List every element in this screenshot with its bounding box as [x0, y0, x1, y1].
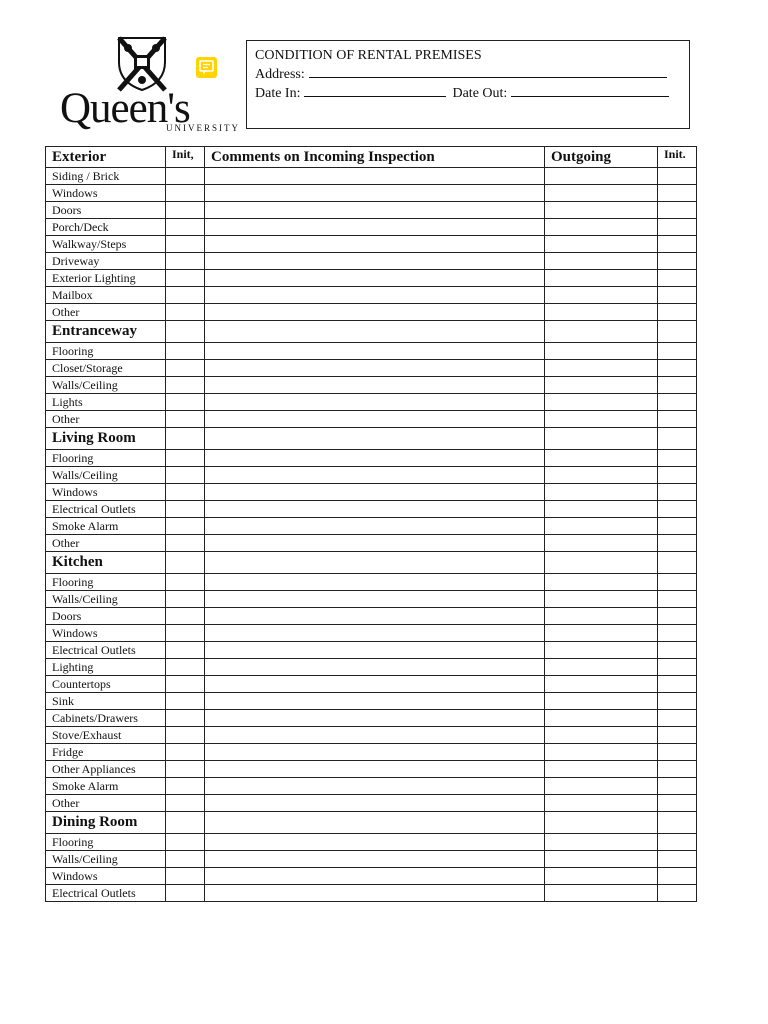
- row-label: Walls/Ceiling: [46, 377, 166, 394]
- outgoing-cell[interactable]: [545, 625, 658, 642]
- incoming-init-cell[interactable]: [166, 659, 205, 676]
- incoming-comments-cell[interactable]: [205, 608, 545, 625]
- outgoing-init-cell[interactable]: [658, 343, 697, 360]
- outgoing-init-cell[interactable]: [658, 761, 697, 778]
- incoming-init-cell[interactable]: [166, 727, 205, 744]
- incoming-comments-cell[interactable]: [205, 467, 545, 484]
- date-in-field[interactable]: [304, 84, 446, 97]
- incoming-comments-cell[interactable]: [205, 304, 545, 321]
- row-label: Doors: [46, 608, 166, 625]
- incoming-init-cell[interactable]: [166, 467, 205, 484]
- outgoing-cell[interactable]: [545, 834, 658, 851]
- incoming-init-cell[interactable]: [166, 676, 205, 693]
- outgoing-cell[interactable]: [545, 377, 658, 394]
- table-row: [46, 394, 697, 411]
- row-label: Windows: [46, 625, 166, 642]
- incoming-init-cell[interactable]: [166, 608, 205, 625]
- outgoing-cell[interactable]: [545, 795, 658, 812]
- table-row: [46, 360, 697, 377]
- incoming-comments-cell[interactable]: [205, 868, 545, 885]
- incoming-init-cell[interactable]: [166, 377, 205, 394]
- outgoing-cell[interactable]: [545, 885, 658, 902]
- incoming-comments-cell[interactable]: [205, 287, 545, 304]
- row-label: Lights: [46, 394, 166, 411]
- row-label: Electrical Outlets: [46, 642, 166, 659]
- column-header-outgoing-init: Init.: [658, 147, 697, 168]
- outgoing-init-cell[interactable]: [658, 253, 697, 270]
- outgoing-cell[interactable]: [545, 304, 658, 321]
- row-label: Entranceway: [46, 321, 166, 343]
- outgoing-init-cell[interactable]: [658, 411, 697, 428]
- incoming-init-cell[interactable]: [166, 343, 205, 360]
- table-row: [46, 868, 697, 885]
- incoming-comments-cell[interactable]: [205, 185, 545, 202]
- row-label: Other Appliances: [46, 761, 166, 778]
- incoming-comments-cell[interactable]: [205, 518, 545, 535]
- table-row: [46, 727, 697, 744]
- outgoing-cell[interactable]: [545, 591, 658, 608]
- table-row: [46, 591, 697, 608]
- date-out-field[interactable]: [511, 84, 669, 97]
- outgoing-init-cell[interactable]: [658, 676, 697, 693]
- incoming-comments-cell[interactable]: [205, 710, 545, 727]
- table-body: [46, 168, 697, 902]
- table-row: [46, 744, 697, 761]
- incoming-comments-cell[interactable]: [205, 778, 545, 795]
- address-field[interactable]: [309, 65, 667, 78]
- comment-icon[interactable]: [196, 57, 217, 78]
- incoming-init-cell[interactable]: [166, 484, 205, 501]
- address-label: Address:: [255, 67, 305, 82]
- logo-subtitle: UNIVERSITY: [166, 123, 240, 133]
- incoming-comments-cell[interactable]: [205, 885, 545, 902]
- outgoing-init-cell[interactable]: [658, 219, 697, 236]
- incoming-init-cell[interactable]: [166, 625, 205, 642]
- incoming-init-cell[interactable]: [166, 642, 205, 659]
- incoming-init-cell[interactable]: [166, 795, 205, 812]
- section-row: [46, 812, 697, 834]
- date-out-label: Date Out:: [452, 86, 508, 101]
- incoming-comments-cell[interactable]: [205, 202, 545, 219]
- row-label: Windows: [46, 868, 166, 885]
- table-row: [46, 608, 697, 625]
- row-label: Mailbox: [46, 287, 166, 304]
- inspection-table: [45, 146, 697, 902]
- incoming-init-cell[interactable]: [166, 253, 205, 270]
- incoming-comments-cell[interactable]: [205, 219, 545, 236]
- outgoing-init-cell[interactable]: [658, 321, 697, 343]
- table-row: [46, 625, 697, 642]
- row-label: Driveway: [46, 253, 166, 270]
- incoming-comments-cell[interactable]: [205, 236, 545, 253]
- outgoing-cell[interactable]: [545, 744, 658, 761]
- row-label: Electrical Outlets: [46, 885, 166, 902]
- table-row: [46, 642, 697, 659]
- queens-university-logo: [60, 36, 240, 136]
- section-row: [46, 321, 697, 343]
- table-row: [46, 851, 697, 868]
- table-row: [46, 761, 697, 778]
- incoming-init-cell[interactable]: [166, 761, 205, 778]
- incoming-init-cell[interactable]: [166, 812, 205, 834]
- incoming-comments-cell[interactable]: [205, 343, 545, 360]
- table-row: [46, 710, 697, 727]
- incoming-comments-cell[interactable]: [205, 591, 545, 608]
- row-label: Flooring: [46, 574, 166, 591]
- outgoing-init-cell[interactable]: [658, 727, 697, 744]
- outgoing-init-cell[interactable]: [658, 535, 697, 552]
- incoming-init-cell[interactable]: [166, 360, 205, 377]
- table-row: [46, 778, 697, 795]
- row-label: Countertops: [46, 676, 166, 693]
- outgoing-init-cell[interactable]: [658, 608, 697, 625]
- incoming-comments-cell[interactable]: [205, 253, 545, 270]
- incoming-init-cell[interactable]: [166, 202, 205, 219]
- row-label: Doors: [46, 202, 166, 219]
- incoming-init-cell[interactable]: [166, 851, 205, 868]
- outgoing-init-cell[interactable]: [658, 501, 697, 518]
- outgoing-init-cell[interactable]: [658, 868, 697, 885]
- outgoing-cell[interactable]: [545, 360, 658, 377]
- outgoing-cell[interactable]: [545, 710, 658, 727]
- outgoing-init-cell[interactable]: [658, 467, 697, 484]
- row-label: Closet/Storage: [46, 360, 166, 377]
- outgoing-cell[interactable]: [545, 868, 658, 885]
- outgoing-init-cell[interactable]: [658, 795, 697, 812]
- row-label: Kitchen: [46, 552, 166, 574]
- row-label: Smoke Alarm: [46, 778, 166, 795]
- outgoing-cell[interactable]: [545, 168, 658, 185]
- outgoing-init-cell[interactable]: [658, 270, 697, 287]
- outgoing-cell[interactable]: [545, 343, 658, 360]
- outgoing-init-cell[interactable]: [658, 450, 697, 467]
- section-row: [46, 428, 697, 450]
- table-header-row: [46, 147, 697, 168]
- table-row: [46, 219, 697, 236]
- row-label: Dining Room: [46, 812, 166, 834]
- incoming-init-cell[interactable]: [166, 693, 205, 710]
- incoming-init-cell[interactable]: [166, 518, 205, 535]
- outgoing-init-cell[interactable]: [658, 851, 697, 868]
- incoming-comments-cell[interactable]: [205, 795, 545, 812]
- incoming-comments-cell[interactable]: [205, 761, 545, 778]
- outgoing-init-cell[interactable]: [658, 625, 697, 642]
- row-label: Stove/Exhaust: [46, 727, 166, 744]
- outgoing-init-cell[interactable]: [658, 428, 697, 450]
- outgoing-init-cell[interactable]: [658, 693, 697, 710]
- incoming-comments-cell[interactable]: [205, 394, 545, 411]
- incoming-init-cell[interactable]: [166, 304, 205, 321]
- incoming-comments-cell[interactable]: [205, 450, 545, 467]
- outgoing-init-cell[interactable]: [658, 168, 697, 185]
- table-row: [46, 885, 697, 902]
- table-row: [46, 484, 697, 501]
- row-label: Other: [46, 535, 166, 552]
- table-row: [46, 168, 697, 185]
- table-row: [46, 834, 697, 851]
- outgoing-cell[interactable]: [545, 642, 658, 659]
- outgoing-cell[interactable]: [545, 676, 658, 693]
- outgoing-init-cell[interactable]: [658, 885, 697, 902]
- date-in-label: Date In:: [255, 86, 301, 101]
- outgoing-cell[interactable]: [545, 202, 658, 219]
- incoming-init-cell[interactable]: [166, 321, 205, 343]
- outgoing-cell[interactable]: [545, 501, 658, 518]
- outgoing-cell[interactable]: [545, 287, 658, 304]
- row-label: Other: [46, 795, 166, 812]
- table-row: [46, 659, 697, 676]
- incoming-comments-cell[interactable]: [205, 168, 545, 185]
- incoming-comments-cell[interactable]: [205, 676, 545, 693]
- outgoing-cell[interactable]: [545, 851, 658, 868]
- row-label: Windows: [46, 484, 166, 501]
- table-row: [46, 518, 697, 535]
- outgoing-init-cell[interactable]: [658, 591, 697, 608]
- row-label: Living Room: [46, 428, 166, 450]
- incoming-comments-cell[interactable]: [205, 625, 545, 642]
- table-row: [46, 501, 697, 518]
- table-row: [46, 693, 697, 710]
- outgoing-cell[interactable]: [545, 185, 658, 202]
- outgoing-init-cell[interactable]: [658, 642, 697, 659]
- form-title: CONDITION OF RENTAL PREMISES: [255, 48, 482, 63]
- incoming-comments-cell[interactable]: [205, 411, 545, 428]
- row-label: Other: [46, 304, 166, 321]
- row-label: Porch/Deck: [46, 219, 166, 236]
- incoming-comments-cell[interactable]: [205, 270, 545, 287]
- incoming-comments-cell[interactable]: [205, 642, 545, 659]
- incoming-init-cell[interactable]: [166, 778, 205, 795]
- outgoing-cell[interactable]: [545, 411, 658, 428]
- incoming-comments-cell[interactable]: [205, 834, 545, 851]
- outgoing-init-cell[interactable]: [658, 710, 697, 727]
- incoming-comments-cell[interactable]: [205, 851, 545, 868]
- outgoing-cell[interactable]: [545, 253, 658, 270]
- outgoing-init-cell[interactable]: [658, 185, 697, 202]
- row-label: Electrical Outlets: [46, 501, 166, 518]
- outgoing-cell[interactable]: [545, 727, 658, 744]
- incoming-comments-cell[interactable]: [205, 693, 545, 710]
- outgoing-init-cell[interactable]: [658, 377, 697, 394]
- outgoing-init-cell[interactable]: [658, 778, 697, 795]
- table-row: [46, 795, 697, 812]
- outgoing-init-cell[interactable]: [658, 744, 697, 761]
- row-label: Siding / Brick: [46, 168, 166, 185]
- outgoing-init-cell[interactable]: [658, 236, 697, 253]
- incoming-init-cell[interactable]: [166, 885, 205, 902]
- incoming-init-cell[interactable]: [166, 450, 205, 467]
- outgoing-init-cell[interactable]: [658, 360, 697, 377]
- outgoing-cell[interactable]: [545, 608, 658, 625]
- outgoing-init-cell[interactable]: [658, 552, 697, 574]
- table-row: [46, 253, 697, 270]
- column-header-incoming-init: Init,: [166, 147, 205, 168]
- incoming-comments-cell[interactable]: [205, 535, 545, 552]
- section-row: [46, 552, 697, 574]
- incoming-comments-cell[interactable]: [205, 377, 545, 394]
- row-label: Walkway/Steps: [46, 236, 166, 253]
- incoming-init-cell[interactable]: [166, 868, 205, 885]
- row-label: Exterior Lighting: [46, 270, 166, 287]
- outgoing-cell[interactable]: [545, 321, 658, 343]
- row-label: Flooring: [46, 343, 166, 360]
- outgoing-cell[interactable]: [545, 574, 658, 591]
- outgoing-cell[interactable]: [545, 552, 658, 574]
- incoming-init-cell[interactable]: [166, 710, 205, 727]
- table-row: [46, 377, 697, 394]
- outgoing-cell[interactable]: [545, 761, 658, 778]
- incoming-comments-cell[interactable]: [205, 321, 545, 343]
- outgoing-init-cell[interactable]: [658, 812, 697, 834]
- column-header-outgoing: Outgoing: [545, 147, 658, 168]
- incoming-comments-cell[interactable]: [205, 744, 545, 761]
- table-row: [46, 202, 697, 219]
- column-header-exterior: Exterior: [46, 147, 166, 168]
- incoming-init-cell[interactable]: [166, 744, 205, 761]
- logo-wordmark: Queen's: [60, 85, 190, 132]
- table-row: [46, 467, 697, 484]
- table-row: [46, 287, 697, 304]
- outgoing-cell[interactable]: [545, 535, 658, 552]
- row-label: Walls/Ceiling: [46, 467, 166, 484]
- incoming-init-cell[interactable]: [166, 168, 205, 185]
- row-label: Flooring: [46, 834, 166, 851]
- table-row: [46, 236, 697, 253]
- outgoing-init-cell[interactable]: [658, 484, 697, 501]
- row-label: Flooring: [46, 450, 166, 467]
- incoming-comments-cell[interactable]: [205, 574, 545, 591]
- outgoing-init-cell[interactable]: [658, 834, 697, 851]
- incoming-init-cell[interactable]: [166, 574, 205, 591]
- outgoing-cell[interactable]: [545, 236, 658, 253]
- table-row: [46, 343, 697, 360]
- incoming-init-cell[interactable]: [166, 394, 205, 411]
- outgoing-init-cell[interactable]: [658, 574, 697, 591]
- incoming-init-cell[interactable]: [166, 219, 205, 236]
- incoming-comments-cell[interactable]: [205, 428, 545, 450]
- incoming-init-cell[interactable]: [166, 552, 205, 574]
- outgoing-cell[interactable]: [545, 467, 658, 484]
- incoming-init-cell[interactable]: [166, 535, 205, 552]
- outgoing-cell[interactable]: [545, 394, 658, 411]
- outgoing-cell[interactable]: [545, 219, 658, 236]
- row-label: Sink: [46, 693, 166, 710]
- row-label: Walls/Ceiling: [46, 851, 166, 868]
- outgoing-cell[interactable]: [545, 450, 658, 467]
- table-row: [46, 535, 697, 552]
- table-row: [46, 450, 697, 467]
- outgoing-cell[interactable]: [545, 428, 658, 450]
- outgoing-init-cell[interactable]: [658, 518, 697, 535]
- row-label: Other: [46, 411, 166, 428]
- table-row: [46, 304, 697, 321]
- incoming-init-cell[interactable]: [166, 411, 205, 428]
- row-label: Smoke Alarm: [46, 518, 166, 535]
- outgoing-init-cell[interactable]: [658, 304, 697, 321]
- incoming-comments-cell[interactable]: [205, 812, 545, 834]
- outgoing-cell[interactable]: [545, 659, 658, 676]
- outgoing-cell[interactable]: [545, 270, 658, 287]
- incoming-comments-cell[interactable]: [205, 552, 545, 574]
- outgoing-cell[interactable]: [545, 484, 658, 501]
- table-row: [46, 411, 697, 428]
- incoming-comments-cell[interactable]: [205, 659, 545, 676]
- row-label: Cabinets/Drawers: [46, 710, 166, 727]
- incoming-init-cell[interactable]: [166, 270, 205, 287]
- outgoing-cell[interactable]: [545, 812, 658, 834]
- table-row: [46, 676, 697, 693]
- outgoing-init-cell[interactable]: [658, 202, 697, 219]
- incoming-init-cell[interactable]: [166, 287, 205, 304]
- outgoing-init-cell[interactable]: [658, 659, 697, 676]
- incoming-comments-cell[interactable]: [205, 501, 545, 518]
- rental-premises-header: [246, 40, 690, 129]
- outgoing-init-cell[interactable]: [658, 394, 697, 411]
- outgoing-cell[interactable]: [545, 778, 658, 795]
- incoming-comments-cell[interactable]: [205, 360, 545, 377]
- incoming-comments-cell[interactable]: [205, 484, 545, 501]
- table-row: [46, 270, 697, 287]
- column-header-comments: Comments on Incoming Inspection: [205, 147, 545, 168]
- row-label: Lighting: [46, 659, 166, 676]
- incoming-comments-cell[interactable]: [205, 727, 545, 744]
- row-label: Fridge: [46, 744, 166, 761]
- incoming-init-cell[interactable]: [166, 591, 205, 608]
- incoming-init-cell[interactable]: [166, 501, 205, 518]
- table-row: [46, 574, 697, 591]
- incoming-init-cell[interactable]: [166, 236, 205, 253]
- outgoing-cell[interactable]: [545, 693, 658, 710]
- incoming-init-cell[interactable]: [166, 185, 205, 202]
- outgoing-cell[interactable]: [545, 518, 658, 535]
- outgoing-init-cell[interactable]: [658, 287, 697, 304]
- row-label: Windows: [46, 185, 166, 202]
- university-crest-icon: [116, 36, 168, 92]
- incoming-init-cell[interactable]: [166, 428, 205, 450]
- row-label: Walls/Ceiling: [46, 591, 166, 608]
- incoming-init-cell[interactable]: [166, 834, 205, 851]
- table-row: [46, 185, 697, 202]
